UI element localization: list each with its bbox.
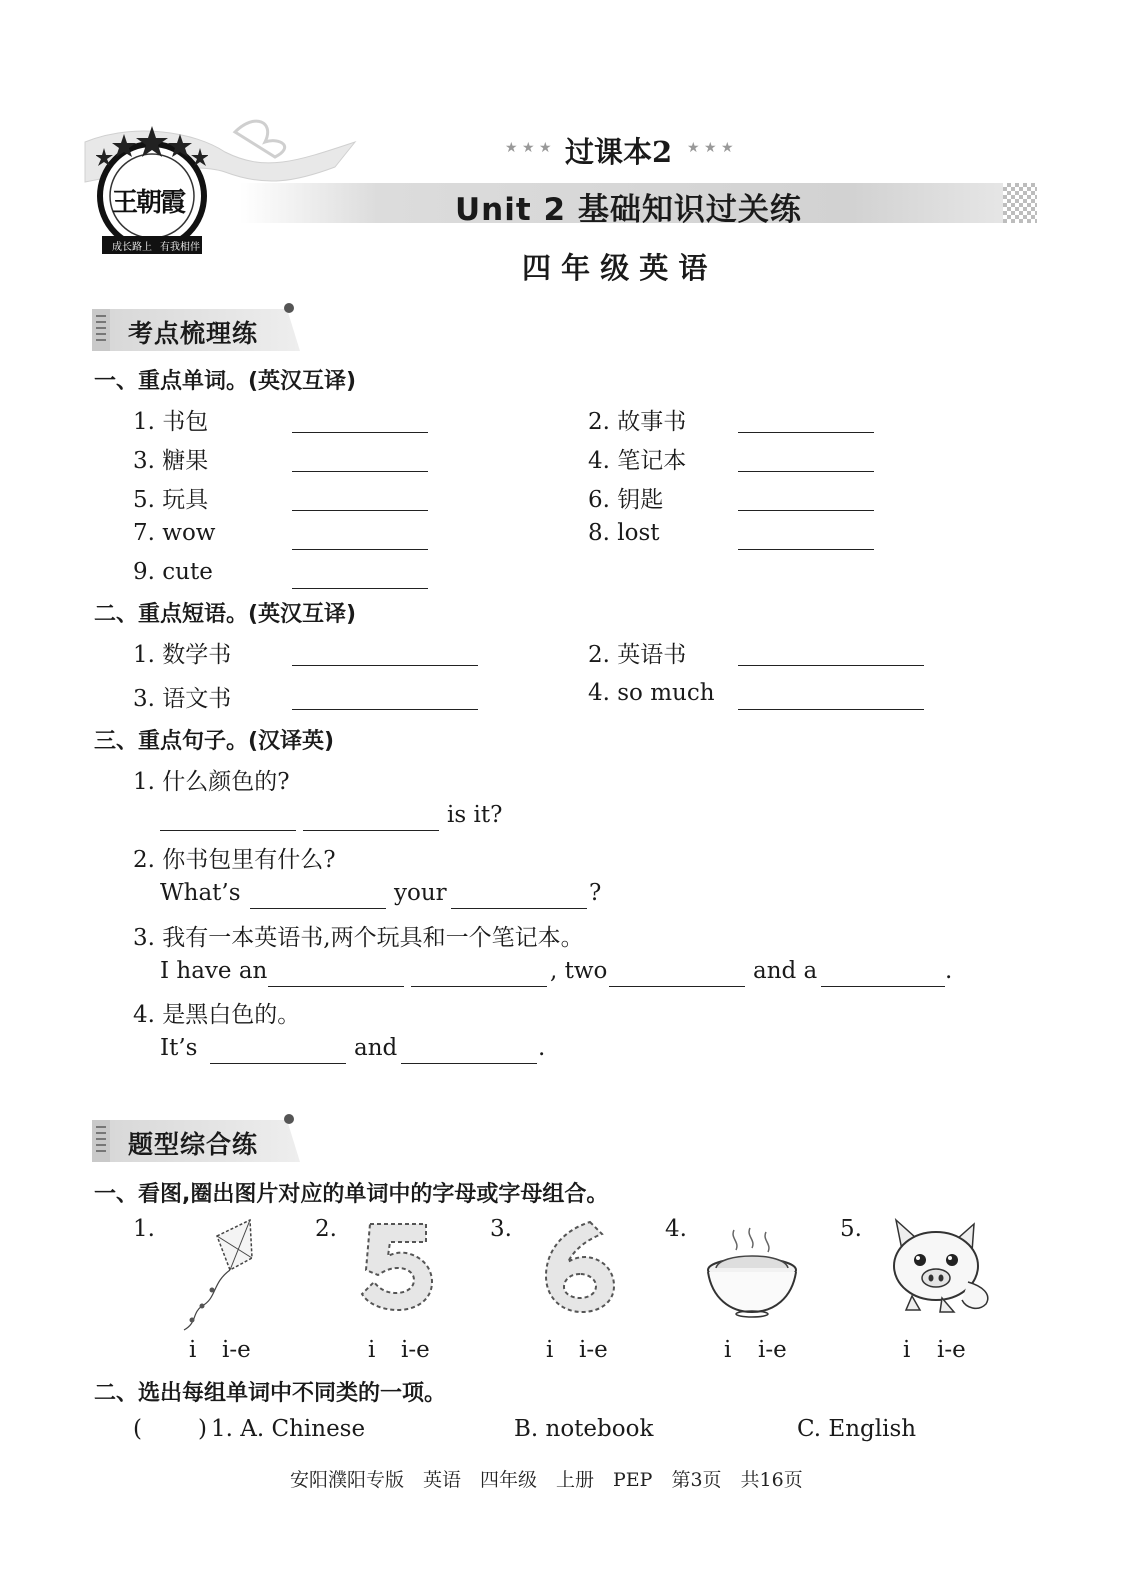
vocab-item: 1. 书包 — [133, 409, 209, 435]
banner-checker — [1003, 183, 1037, 223]
part1-heading: 一、重点单词。(英汉互译) — [94, 369, 357, 394]
number-five-icon — [356, 1220, 436, 1312]
answer-blank[interactable] — [292, 643, 478, 666]
answer-blank[interactable] — [292, 410, 428, 433]
part2-heading: 二、重点短语。(英汉互译) — [94, 602, 357, 627]
answer-blank[interactable] — [292, 527, 428, 550]
sentence-question: 2. 你书包里有什么? — [133, 847, 336, 873]
logo-slogan-left: 成长路上 — [112, 242, 152, 253]
phrase-item: 2. 英语书 — [588, 642, 687, 668]
sentence-text: ? — [589, 880, 602, 906]
answer-blank[interactable] — [738, 527, 874, 550]
answer-blank[interactable] — [268, 964, 404, 987]
option-b[interactable]: i-e — [579, 1337, 608, 1363]
option-b[interactable]: i-e — [222, 1337, 251, 1363]
vocab-item: 3. 糖果 — [133, 448, 209, 474]
series-stars-left: ★ ★ ★ — [505, 140, 552, 156]
answer-paren-close[interactable]: ) — [198, 1416, 207, 1442]
part3-heading: 三、重点句子。(汉译英) — [94, 729, 335, 754]
pig-icon — [882, 1216, 998, 1316]
section-badge-2 — [92, 1120, 300, 1162]
series-title: 过课本2 — [565, 135, 673, 169]
series-stars-right: ★ ★ ★ — [687, 140, 734, 156]
vocab-item: 4. 笔记本 — [588, 448, 687, 474]
answer-paren-open[interactable]: ( — [133, 1416, 142, 1442]
section-badge-1 — [92, 309, 300, 351]
answer-blank[interactable] — [401, 1041, 537, 1064]
answer-blank[interactable] — [411, 964, 547, 987]
picture-item-number: 2. — [315, 1216, 337, 1242]
option-a[interactable]: i — [546, 1337, 554, 1363]
page-footer: 安阳濮阳专版 英语 四年级 上册 PEP 第3页 共16页 — [290, 1469, 803, 1491]
option-b[interactable]: i-e — [401, 1337, 430, 1363]
picture-part-heading: 一、看图,圈出图片对应的单词中的字母或字母组合。 — [94, 1182, 609, 1207]
answer-blank[interactable] — [160, 808, 296, 831]
logo-slogan-right: 有我相伴 — [160, 242, 200, 253]
page-subtitle: 四 年 级 英 语 — [522, 251, 708, 285]
sentence-text: I have an — [160, 958, 268, 984]
kite-icon — [172, 1218, 272, 1333]
option-b[interactable]: i-e — [758, 1337, 787, 1363]
section-badge-label: 考点梳理练 — [128, 319, 259, 348]
sentence-text: and a — [753, 958, 818, 984]
sentence-question: 1. 什么颜色的? — [133, 769, 290, 795]
sentence-text: . — [945, 958, 953, 984]
option-a[interactable]: i — [903, 1337, 911, 1363]
sentence-text: and — [354, 1035, 398, 1061]
choice-a[interactable]: 1. A. Chinese — [211, 1416, 366, 1442]
option-a[interactable]: i — [368, 1337, 376, 1363]
answer-blank[interactable] — [210, 1041, 346, 1064]
phrase-item: 1. 数学书 — [133, 642, 232, 668]
answer-blank[interactable] — [738, 410, 874, 433]
answer-blank[interactable] — [292, 687, 478, 710]
option-b[interactable]: i-e — [937, 1337, 966, 1363]
answer-blank[interactable] — [451, 886, 587, 909]
vocab-item: 8. lost — [588, 520, 660, 546]
answer-blank[interactable] — [738, 687, 924, 710]
picture-item-number: 1. — [133, 1216, 155, 1242]
vocab-item: 6. 钥匙 — [588, 487, 664, 513]
sentence-text: your — [394, 880, 447, 906]
choice-b[interactable]: B. notebook — [514, 1416, 654, 1442]
answer-blank[interactable] — [292, 449, 428, 472]
sentence-question: 3. 我有一本英语书,两个玩具和一个笔记本。 — [133, 925, 584, 951]
answer-blank[interactable] — [292, 566, 428, 589]
vocab-item: 2. 故事书 — [588, 409, 687, 435]
rice-bowl-icon — [704, 1226, 800, 1320]
picture-item-number: 3. — [490, 1216, 512, 1242]
phrase-item: 3. 语文书 — [133, 686, 232, 712]
odd-one-out-heading: 二、选出每组单词中不同类的一项。 — [94, 1381, 447, 1406]
number-six-icon — [538, 1220, 618, 1314]
answer-blank[interactable] — [609, 964, 745, 987]
vocab-item: 5. 玩具 — [133, 487, 209, 513]
answer-blank[interactable] — [292, 488, 428, 511]
answer-blank[interactable] — [738, 643, 924, 666]
choice-c[interactable]: C. English — [797, 1416, 917, 1442]
answer-blank[interactable] — [821, 964, 945, 987]
sentence-text: , two — [550, 958, 608, 984]
sentence-question: 4. 是黑白色的。 — [133, 1002, 301, 1028]
answer-blank[interactable] — [738, 449, 874, 472]
answer-blank[interactable] — [303, 808, 439, 831]
vocab-item: 9. cute — [133, 559, 213, 585]
unit-title: Unit 2 基础知识过关练 — [455, 192, 802, 228]
logo-text: 王朝霞 — [112, 188, 185, 218]
answer-blank[interactable] — [250, 886, 386, 909]
answer-blank[interactable] — [738, 488, 874, 511]
sentence-text: . — [538, 1035, 546, 1061]
sentence-text: is it? — [447, 802, 503, 828]
vocab-item: 7. wow — [133, 520, 216, 546]
phrase-item: 4. so much — [588, 680, 715, 706]
option-a[interactable]: i — [189, 1337, 197, 1363]
sentence-text: What’s — [160, 880, 241, 906]
section-badge-label: 题型综合练 — [128, 1130, 259, 1159]
picture-item-number: 5. — [840, 1216, 862, 1242]
sentence-text: It’s — [160, 1035, 198, 1061]
picture-item-number: 4. — [665, 1216, 687, 1242]
option-a[interactable]: i — [724, 1337, 732, 1363]
